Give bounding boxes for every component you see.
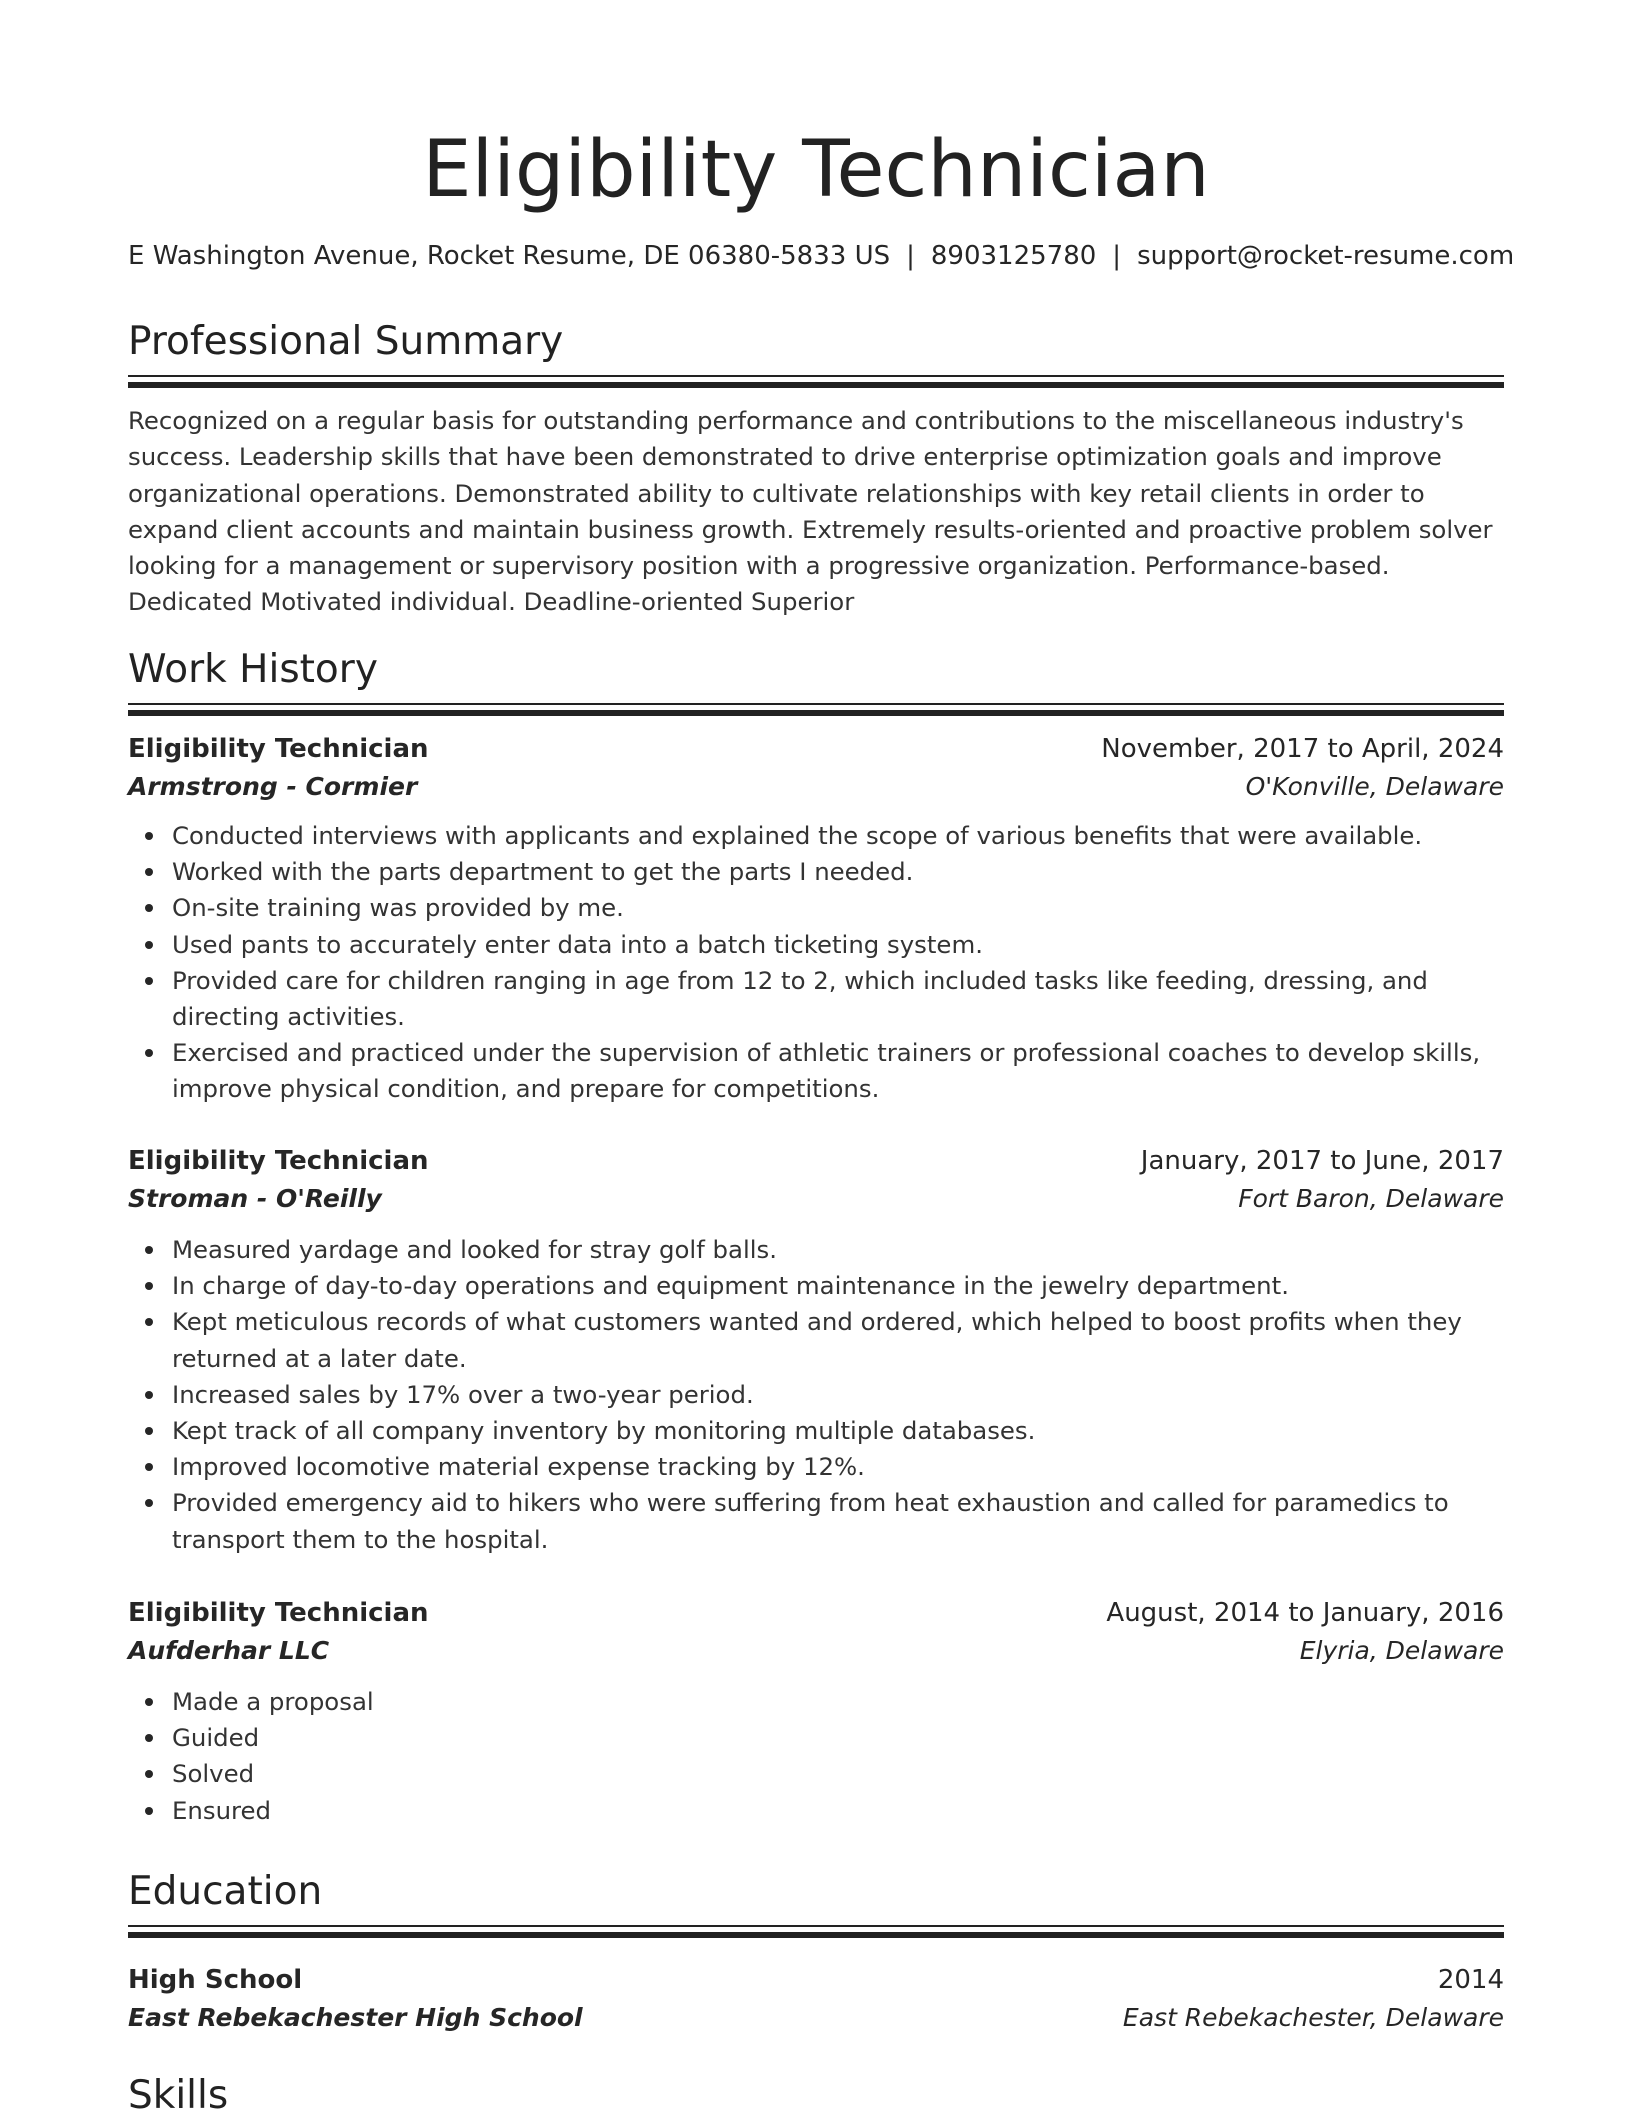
education-heading: Education — [128, 1869, 323, 1914]
school-name: East Rebekachester High School — [128, 2003, 583, 2032]
graduation-year: 2014 — [1437, 1965, 1504, 1995]
list-item: Solved — [128, 1756, 1504, 1792]
job-entry — [128, 730, 1504, 1108]
list-item: Worked with the parts department to get the parts I needed. — [128, 854, 1504, 890]
contact-line — [128, 236, 1515, 276]
job-location: Fort Baron, Delaware — [1238, 1184, 1504, 1213]
bullet-icon — [145, 832, 153, 840]
bullet-icon — [145, 1463, 153, 1471]
list-item: Kept track of all company inventory by monitoring multiple databases. — [128, 1413, 1504, 1449]
job-entry — [128, 1142, 1504, 1558]
list-item: Conducted interviews with applicants and explained the scope of various benefits that were available. — [128, 818, 1504, 854]
job-title: Eligibility Technician — [128, 734, 429, 764]
bullet-icon — [145, 1391, 153, 1399]
section-divider — [128, 703, 1504, 716]
address: E Washington Avenue, Rocket Resume, DE 06380-5833 US — [128, 241, 891, 271]
summary-text: Recognized on a regular basis for outstanding performance and contributions to the miscellaneous industry's success. Leadership skills that have been demonstrated to drive enterprise optimization goals and improve organizational operations. Demonstrated ability to cultivate relationships with key retail clients in order to expand client accounts and maintain business growth. Extremely results-oriented and proactive problem solver looking for a management or supervisory position with a progressive organization. Performance-based. Dedicated Motivated individual. Deadline-oriented Superior — [128, 406, 1493, 617]
company-name: Aufderhar LLC — [128, 1636, 330, 1665]
company-name: Armstrong - Cormier — [128, 772, 418, 801]
list-item: Kept meticulous records of what customers wanted and ordered, which helped to boost profits when they returned at a later date. — [128, 1304, 1504, 1376]
phone-number: 8903125780 — [930, 241, 1097, 271]
bullet-icon — [145, 977, 153, 985]
section-divider — [128, 375, 1504, 388]
section-divider — [128, 1925, 1504, 1938]
bullet-icon — [145, 1282, 153, 1290]
job-bullets — [128, 1684, 1504, 1829]
list-item: Ensured — [128, 1793, 1504, 1829]
job-bullets — [128, 1232, 1504, 1558]
bullet-icon — [145, 1698, 153, 1706]
bullet-icon — [145, 1427, 153, 1435]
work-history-heading: Work History — [128, 647, 378, 692]
contact-separator: | — [1112, 241, 1122, 271]
list-item: Improved locomotive material expense tracking by 12%. — [128, 1449, 1504, 1485]
list-item: On-site training was provided by me. — [128, 890, 1504, 926]
candidate-name: Eligibility Technician — [422, 125, 1210, 215]
degree: High School — [128, 1965, 303, 1995]
list-item: Made a proposal — [128, 1684, 1504, 1720]
bullet-icon — [145, 1246, 153, 1254]
bullet-icon — [145, 1318, 153, 1326]
list-item: Provided emergency aid to hikers who were suffering from heat exhaustion and called for paramedics to transport them to the hospital. — [128, 1485, 1504, 1557]
job-dates: January, 2017 to June, 2017 — [1140, 1146, 1504, 1176]
list-item: Measured yardage and looked for stray golf balls. — [128, 1232, 1504, 1268]
company-name: Stroman - O'Reilly — [128, 1184, 382, 1213]
job-entry — [128, 1594, 1504, 1829]
job-dates: August, 2014 to January, 2016 — [1106, 1598, 1504, 1628]
education-entry — [128, 1961, 1504, 2037]
list-item: Provided care for children ranging in age from 12 to 2, which included tasks like feeding, dressing, and directing activities. — [128, 963, 1504, 1035]
bullet-icon — [145, 868, 153, 876]
job-dates: November, 2017 to April, 2024 — [1101, 734, 1504, 764]
job-title: Eligibility Technician — [128, 1146, 429, 1176]
bullet-icon — [145, 1499, 153, 1507]
job-location: O'Konville, Delaware — [1245, 772, 1504, 801]
school-location: East Rebekachester, Delaware — [1122, 2003, 1504, 2032]
list-item: In charge of day-to-day operations and equipment maintenance in the jewelry department. — [128, 1268, 1504, 1304]
job-bullets — [128, 818, 1504, 1108]
email-address: support@rocket-resume.com — [1137, 241, 1515, 271]
bullet-icon — [145, 1807, 153, 1815]
bullet-icon — [145, 1734, 153, 1742]
bullet-icon — [145, 1770, 153, 1778]
list-item: Used pants to accurately enter data into a batch ticketing system. — [128, 927, 1504, 963]
bullet-icon — [145, 904, 153, 912]
job-title: Eligibility Technician — [128, 1598, 429, 1628]
bullet-icon — [145, 941, 153, 949]
list-item: Increased sales by 17% over a two-year period. — [128, 1377, 1504, 1413]
contact-separator: | — [906, 241, 915, 271]
bullet-icon — [145, 1049, 153, 1057]
job-location: Elyria, Delaware — [1299, 1636, 1504, 1665]
summary-heading: Professional Summary — [128, 319, 564, 364]
list-item: Guided — [128, 1720, 1504, 1756]
list-item: Exercised and practiced under the supervision of athletic trainers or professional coaches to develop skills, improve physical condition, and prepare for competitions. — [128, 1035, 1504, 1107]
skills-heading: Skills — [128, 2073, 229, 2118]
